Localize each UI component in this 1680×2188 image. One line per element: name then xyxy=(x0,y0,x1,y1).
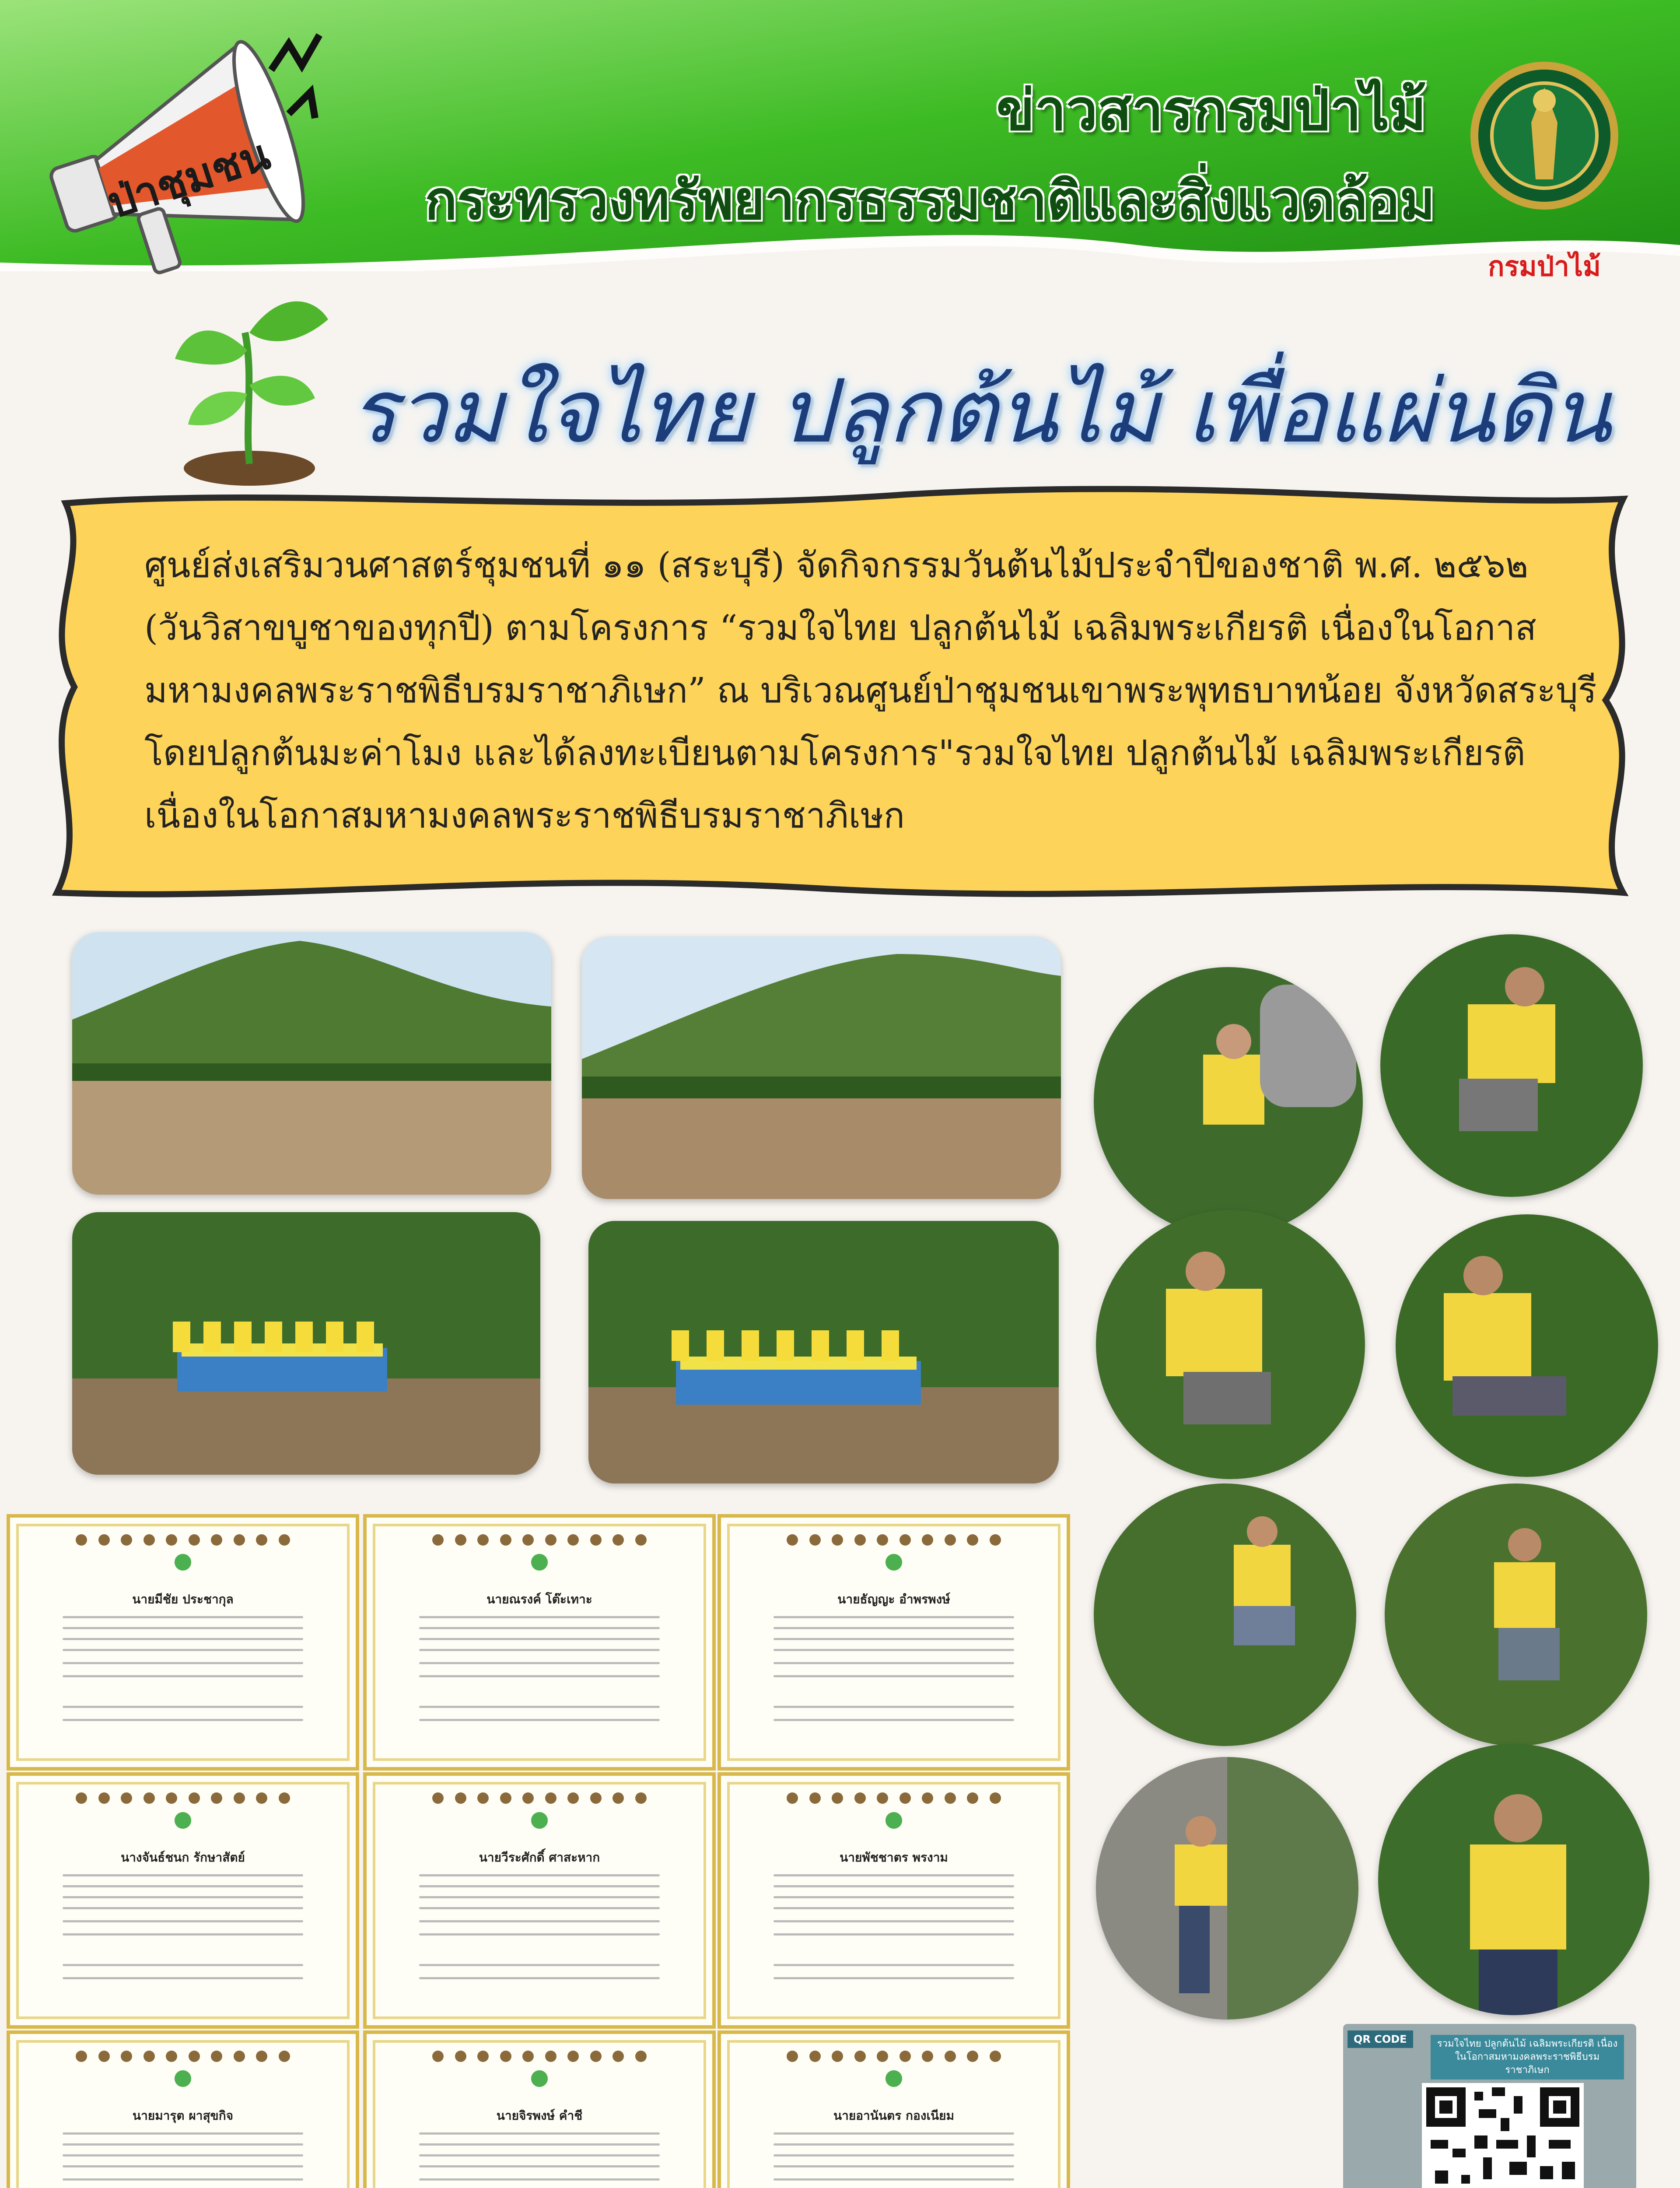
body-line: ศูนย์ส่งเสริมวนศาสตร์ชุมชนที่ ๑๑ (สระบุรี) จัดกิจกรรมวันต้นไม้ประจำปีของชาติ พ.ศ. ๒๕๖๒ xyxy=(144,545,1529,586)
tree-logo-icon xyxy=(528,1553,550,1577)
certificate-recipient-name: นายธัญญะ อำพรพงษ์ xyxy=(837,1592,950,1606)
qr-caption: รวมใจไทย ปลูกต้นไม้ เฉลิมพระเกียรติ เนื่องในโอกาสมหามงคลพระราชพิธีบรมราชาภิเษก xyxy=(1431,2035,1624,2079)
certificate-card xyxy=(363,1514,716,1771)
header-title-ministry: กระทรวงทรัพยากรธรรมชาติและสิ่งแวดล้อม xyxy=(425,169,1435,231)
tree-logo-icon xyxy=(172,2069,194,2093)
body-line: มหามงคลพระราชพิธีบรมราชาภิเษก” ณ บริเวณศูนย์ป่าชุมชนเขาพระพุทธบาทน้อย จังหวัดสระบุรี xyxy=(144,670,1597,711)
certificate-recipient-name: นายมีชัย ประชากุล xyxy=(132,1592,234,1606)
certificate-recipient-name: นายพัชชาตร พรงาม xyxy=(840,1850,948,1865)
body-line: โดยปลูกต้นมะค่าโมง และได้ลงทะเบียนตามโครงการ"รวมใจไทย ปลูกต้นไม้ เฉลิมพระเกียรติ xyxy=(144,733,1526,773)
photo-group-banner-1 xyxy=(72,1212,540,1475)
certificate-card xyxy=(718,1772,1070,2029)
photo-planting-circle-7 xyxy=(1096,1757,1358,2020)
certificate-recipient-name: นายณรงค์ โต๊ะเทาะ xyxy=(486,1592,592,1606)
certificate-card xyxy=(718,1514,1070,1771)
certificate-recipient-name: นายมารุต ผาสุขกิจ xyxy=(132,2108,234,2123)
certificate-card xyxy=(363,2030,716,2188)
tree-logo-icon xyxy=(528,2069,550,2093)
tree-logo-icon xyxy=(883,1811,905,1835)
seedling-icon xyxy=(158,263,341,490)
tree-logo-icon xyxy=(172,1553,194,1577)
tree-logo-icon xyxy=(883,1553,905,1577)
certificate-card xyxy=(7,1514,359,1771)
photo-planting-circle-1 xyxy=(1094,967,1363,1236)
photo-planting-circle-6 xyxy=(1385,1483,1647,1746)
megaphone-label: ป่าชุมชน xyxy=(102,129,276,229)
certificate-card xyxy=(7,1772,359,2029)
certificate-card xyxy=(7,2030,359,2188)
body-line: (วันวิสาขบูชาของทุกปี) ตามโครงการ “รวมใจไทย ปลูกต้นไม้ เฉลิมพระเกียรติ เนื่องในโอกาส xyxy=(144,607,1536,648)
tree-logo-icon xyxy=(528,1811,550,1835)
tree-logo-icon xyxy=(172,1811,194,1835)
tree-logo-icon xyxy=(883,2069,905,2093)
certificate-card xyxy=(718,2030,1070,2188)
photo-planting-circle-2 xyxy=(1380,934,1643,1197)
qr-code-icon xyxy=(1422,2083,1584,2188)
certificate-recipient-name: นายจิรพงษ์ คำชี xyxy=(496,2108,583,2123)
photo-planting-circle-4 xyxy=(1396,1214,1658,1477)
photo-mountain-field-1 xyxy=(72,932,551,1195)
body-line: เนื่องในโอกาสมหามงคลพระราชพิธีบรมราชาภิเษก xyxy=(144,795,905,836)
certificate-recipient-name: นายอานันตร กองเนียม xyxy=(833,2108,955,2123)
headline: รวมใจไทย ปลูกต้นไม้ เพื่อแผ่นดิน xyxy=(350,361,1611,463)
certificate-recipient-name: นางจันธ์ชนก รักษาสัตย์ xyxy=(121,1850,245,1865)
royal-forest-department-emblem-icon xyxy=(1470,48,1619,241)
photo-planting-circle-3 xyxy=(1096,1210,1365,1479)
photo-group-banner-2 xyxy=(588,1221,1059,1483)
body-paragraph xyxy=(144,534,1597,847)
emblem-caption: กรมป่าไม้ xyxy=(1488,250,1601,282)
photo-planting-circle-8 xyxy=(1378,1744,1649,2015)
qr-label: QR CODE xyxy=(1348,2030,1413,2048)
certificate-recipient-name: นายวีระศักดิ์ ศาสะหาก xyxy=(479,1850,600,1865)
header-title-dept: ข่าวสารกรมป่าไม้ xyxy=(996,78,1426,143)
certificate-card xyxy=(363,1772,716,2029)
photo-mountain-field-2 xyxy=(582,936,1061,1199)
photo-planting-circle-5 xyxy=(1094,1483,1356,1746)
